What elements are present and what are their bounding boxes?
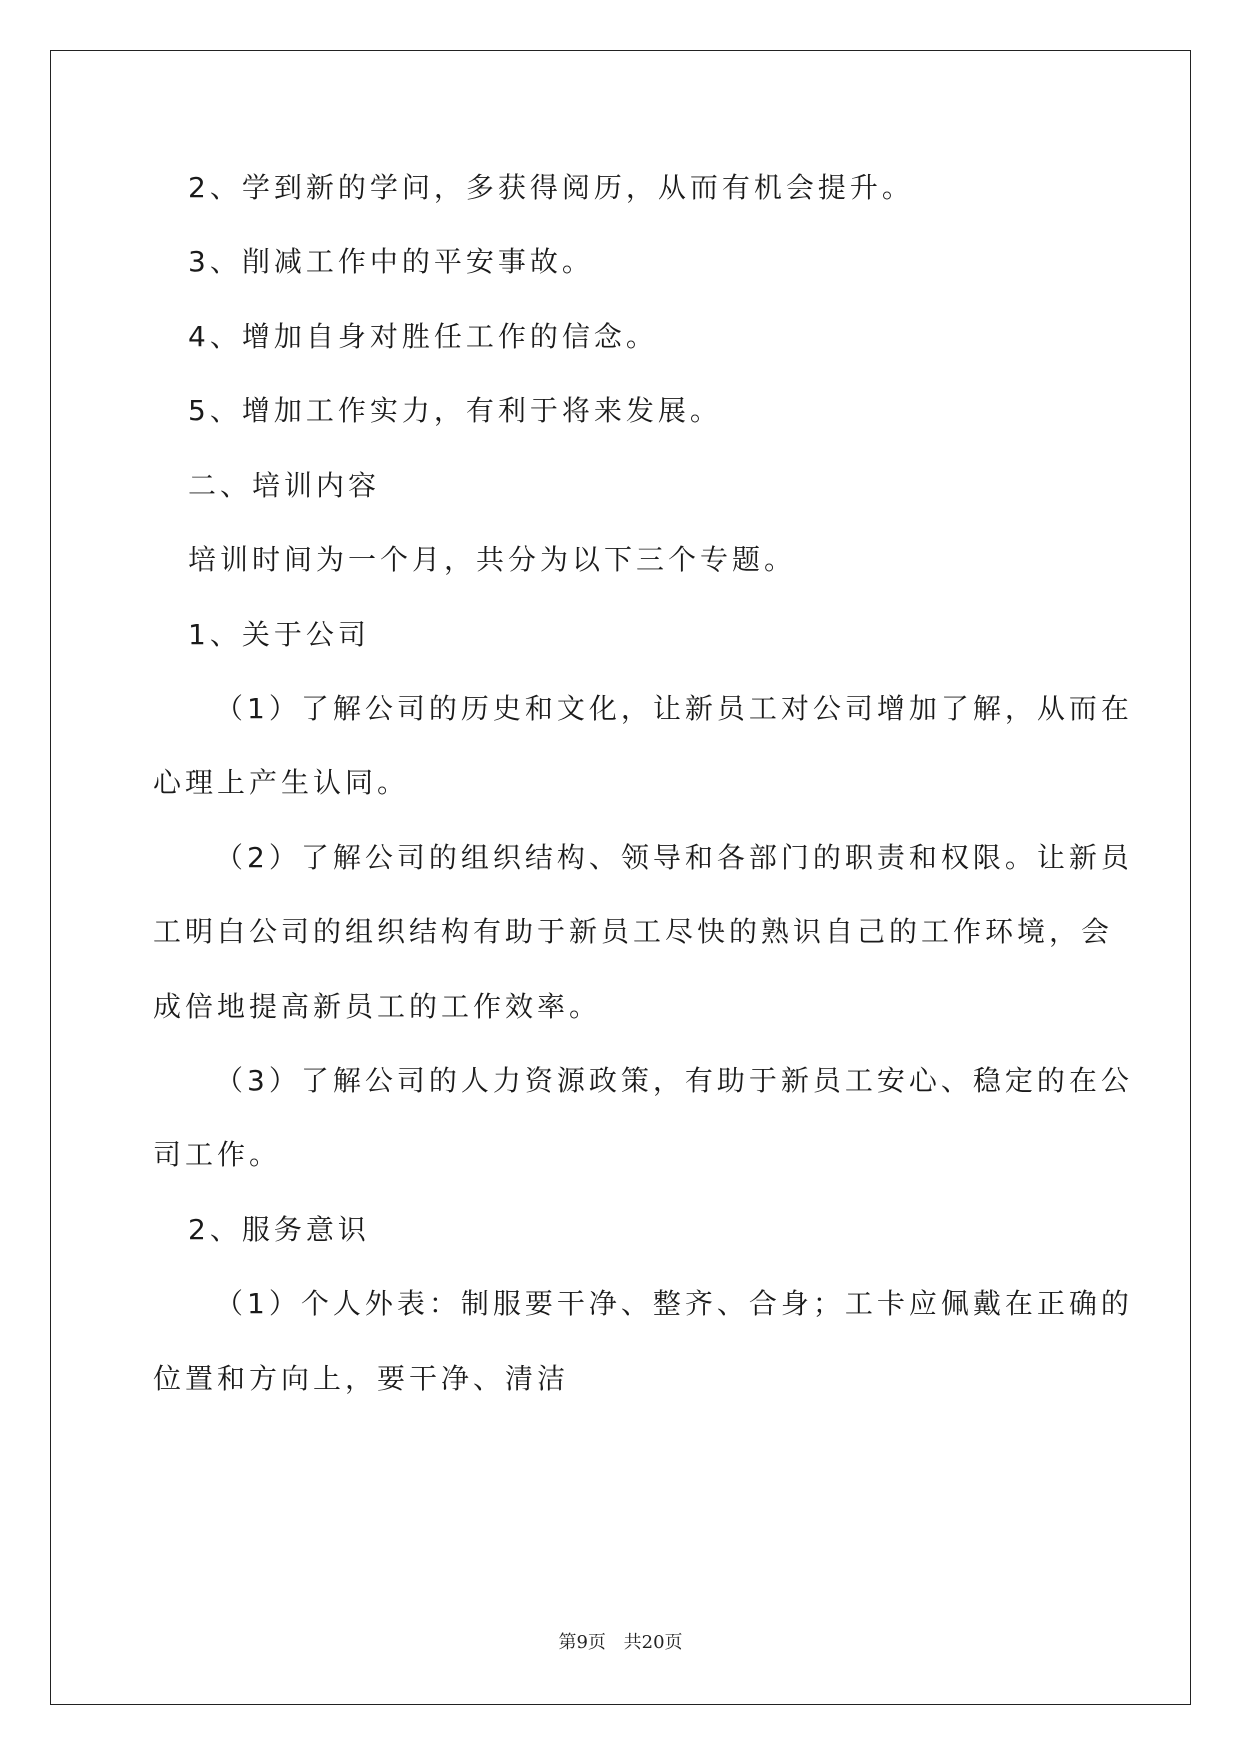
paragraph-line: 5、增加工作实力，有利于将来发展。 bbox=[188, 394, 722, 427]
paragraph-line: 2、学到新的学问，多获得阅历，从而有机会提升。 bbox=[188, 171, 914, 204]
subsection-heading: 1、关于公司 bbox=[188, 618, 370, 651]
paragraph-line: 位置和方向上，要干净、清洁 bbox=[153, 1362, 570, 1395]
paragraph-line: 4、增加自身对胜任工作的信念。 bbox=[188, 320, 658, 353]
paragraph-line: 心理上产生认同。 bbox=[153, 766, 410, 799]
paragraph-line: （1）了解公司的历史和文化，让新员工对公司增加了解，从而在 bbox=[215, 692, 1133, 725]
subsection-heading: 2、服务意识 bbox=[188, 1213, 370, 1246]
section-heading: 二、培训内容 bbox=[188, 469, 381, 502]
page-total: 共20页 bbox=[623, 1632, 683, 1653]
paragraph-line: 工明白公司的组织结构有助于新员工尽快的熟识自己的工作环境，会 bbox=[153, 915, 1114, 948]
paragraph-line: 培训时间为一个月，共分为以下三个专题。 bbox=[188, 543, 797, 576]
page-number: 第9页 bbox=[558, 1632, 606, 1653]
paragraph-line: （2）了解公司的组织结构、领导和各部门的职责和权限。让新员 bbox=[215, 841, 1133, 874]
paragraph-line: 司工作。 bbox=[153, 1138, 282, 1171]
paragraph-line: （3）了解公司的人力资源政策，有助于新员工安心、稳定的在公 bbox=[215, 1064, 1133, 1097]
paragraph-line: 3、削减工作中的平安事故。 bbox=[188, 245, 594, 278]
paragraph-line: （1）个人外表：制服要干净、整齐、合身；工卡应佩戴在正确的 bbox=[215, 1287, 1133, 1320]
page-footer bbox=[0, 1631, 1241, 1655]
paragraph-line: 成倍地提高新员工的工作效率。 bbox=[153, 990, 602, 1023]
